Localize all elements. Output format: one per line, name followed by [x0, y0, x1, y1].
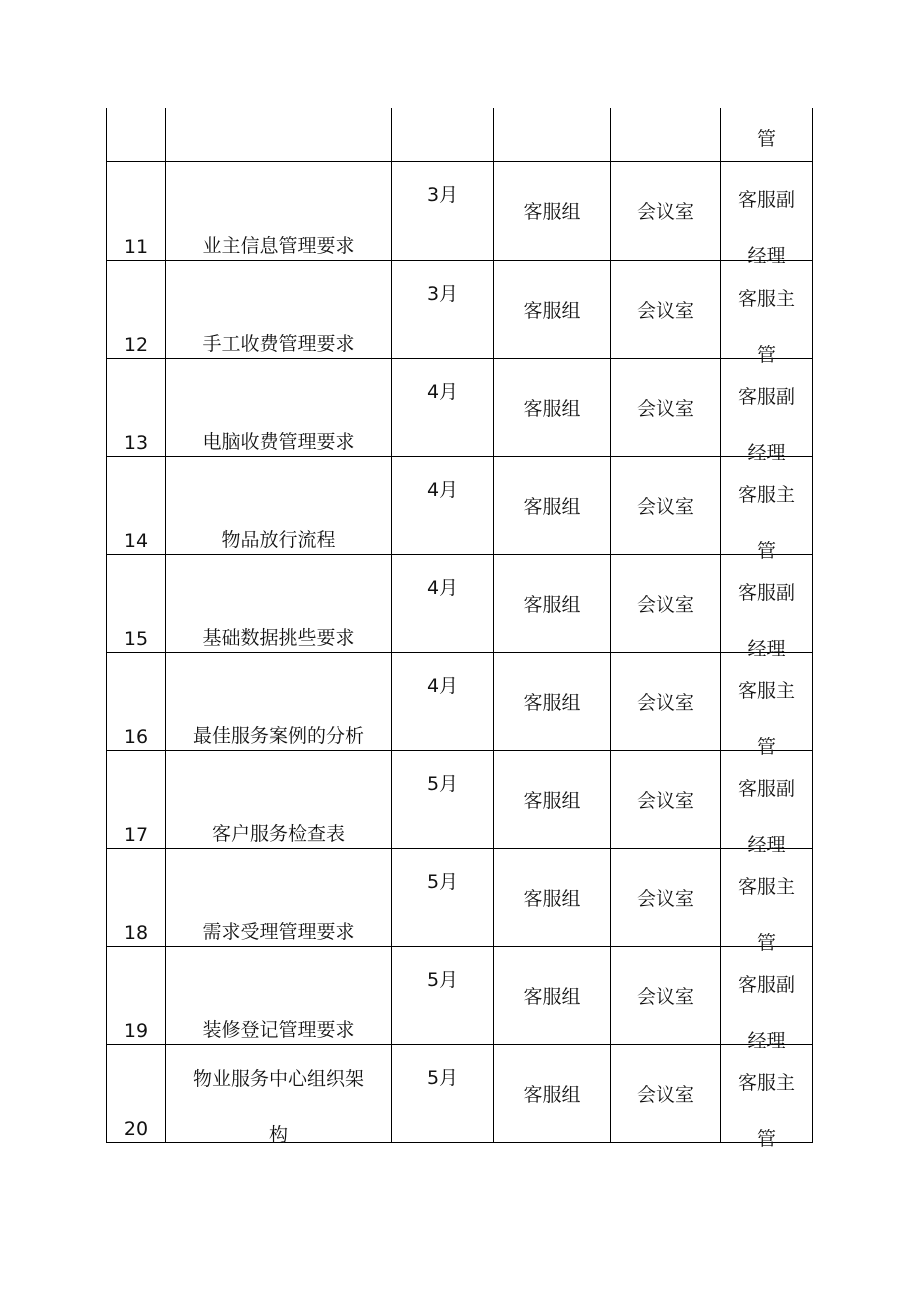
venue-text: 会议室 — [636, 397, 694, 420]
month-cell — [392, 848, 494, 946]
team-cell — [494, 848, 611, 946]
responsible-text: 客服副 经理 — [737, 188, 795, 267]
table-row — [107, 554, 813, 652]
responsible-text: 客服副 经理 — [737, 581, 795, 660]
row-number: 18 — [123, 921, 149, 944]
number-cell — [107, 1044, 166, 1142]
training-schedule-table — [106, 108, 813, 1150]
topic-cell — [166, 358, 392, 456]
venue-cell — [611, 750, 721, 848]
topic-cell — [166, 1044, 392, 1146]
venue-text: 会议室 — [636, 789, 694, 812]
venue-cell — [611, 554, 721, 652]
responsible-cell — [721, 260, 813, 366]
topic-text: 基础数据挑些要求 — [202, 626, 355, 649]
venue-cell — [611, 161, 721, 260]
topic-cell — [166, 750, 392, 848]
venue-text: 会议室 — [636, 593, 694, 616]
number-cell — [107, 750, 166, 848]
number-cell — [107, 260, 166, 358]
responsible-text: 客服副 经理 — [737, 385, 795, 464]
team-text: 客服组 — [523, 887, 581, 910]
venue-text: 会议室 — [636, 691, 694, 714]
topic-text: 手工收费管理要求 — [202, 332, 355, 355]
venue-cell — [611, 652, 721, 750]
responsible-text: 客服副 经理 — [737, 777, 795, 856]
team-text: 客服组 — [523, 201, 581, 223]
team-cell — [494, 456, 611, 554]
row-number: 16 — [123, 725, 149, 748]
table-row — [107, 652, 813, 750]
topic-text: 最佳服务案例的分析 — [192, 724, 364, 747]
responsible-cell — [721, 358, 813, 464]
venue-cell — [611, 848, 721, 946]
table-row — [107, 946, 813, 1044]
row-number: 20 — [123, 1117, 149, 1140]
topic-text: 物品放行流程 — [221, 528, 336, 551]
team-cell — [494, 1044, 611, 1142]
row-number: 13 — [123, 431, 149, 454]
row-number: 11 — [123, 235, 149, 258]
topic-cell — [166, 848, 392, 946]
topic-cell — [166, 108, 392, 161]
table-row — [107, 260, 813, 358]
month-text: 4月 — [426, 576, 459, 599]
topic-cell — [166, 652, 392, 750]
month-cell — [392, 1044, 494, 1142]
team-text: 客服组 — [523, 1083, 581, 1106]
month-cell — [392, 161, 494, 260]
team-cell — [494, 260, 611, 358]
month-text: 4月 — [426, 380, 459, 403]
month-text: 5月 — [426, 772, 459, 795]
number-cell — [107, 946, 166, 1044]
month-text: 3月 — [426, 183, 459, 206]
team-text: 客服组 — [523, 495, 581, 518]
team-cell — [494, 108, 611, 161]
table-row — [107, 456, 813, 554]
venue-cell — [611, 358, 721, 456]
team-cell — [494, 946, 611, 1044]
topic-text: 装修登记管理要求 — [202, 1018, 355, 1041]
responsible-cell — [721, 848, 813, 954]
month-text: 4月 — [426, 674, 459, 697]
month-text: 3月 — [426, 282, 459, 305]
row-number: 12 — [123, 333, 149, 356]
month-cell — [392, 554, 494, 652]
team-cell — [494, 161, 611, 260]
team-cell — [494, 750, 611, 848]
topic-cell — [166, 260, 392, 358]
responsible-text: 客服主 管 — [737, 483, 795, 562]
responsible-cell — [721, 554, 813, 660]
number-cell — [107, 456, 166, 554]
table-row — [107, 358, 813, 456]
row-number: 19 — [123, 1019, 149, 1042]
topic-text: 需求受理管理要求 — [202, 920, 355, 943]
topic-text: 客户服务检查表 — [211, 822, 345, 845]
topic-cell — [166, 456, 392, 554]
responsible-text: 客服副 经理 — [737, 973, 795, 1052]
month-cell — [392, 260, 494, 358]
month-cell — [392, 750, 494, 848]
month-text: 4月 — [426, 478, 459, 501]
responsible-text: 客服主 管 — [737, 679, 795, 758]
responsible-text: 客服主 管 — [737, 875, 795, 954]
venue-text: 会议室 — [636, 495, 694, 518]
venue-text: 会议室 — [636, 299, 694, 322]
team-text: 客服组 — [523, 789, 581, 812]
month-cell — [392, 358, 494, 456]
month-text: 5月 — [426, 968, 459, 991]
venue-cell — [611, 1044, 721, 1142]
month-text: 5月 — [426, 870, 459, 893]
topic-text: 电脑收费管理要求 — [202, 430, 355, 453]
responsible-cell — [721, 946, 813, 1052]
responsible-text: 客服主 管 — [737, 287, 795, 366]
team-text: 客服组 — [523, 299, 581, 322]
venue-text: 会议室 — [636, 201, 694, 223]
venue-cell — [611, 946, 721, 1044]
responsible-cell — [721, 750, 813, 856]
responsible-cell — [721, 161, 813, 267]
responsible-text: 管 — [756, 127, 776, 150]
team-cell — [494, 652, 611, 750]
table-row — [107, 161, 813, 260]
number-cell — [107, 652, 166, 750]
topic-text: 物业服务中心组织架 构 — [192, 1067, 364, 1146]
team-text: 客服组 — [523, 593, 581, 616]
row-number: 17 — [123, 823, 149, 846]
team-cell — [494, 358, 611, 456]
table-row — [107, 750, 813, 848]
topic-cell — [166, 161, 392, 260]
venue-cell — [611, 260, 721, 358]
team-text: 客服组 — [523, 985, 581, 1008]
number-cell — [107, 108, 166, 161]
month-cell — [392, 946, 494, 1044]
month-cell — [392, 456, 494, 554]
responsible-cell — [721, 456, 813, 562]
number-cell — [107, 358, 166, 456]
responsible-cell — [721, 652, 813, 758]
month-cell — [392, 108, 494, 161]
team-cell — [494, 554, 611, 652]
team-text: 客服组 — [523, 397, 581, 420]
venue-cell — [611, 108, 721, 161]
month-cell — [392, 652, 494, 750]
month-text: 5月 — [426, 1066, 459, 1089]
responsible-cell — [721, 108, 813, 161]
table-row — [107, 1044, 813, 1142]
partial-table-row — [107, 108, 813, 161]
number-cell — [107, 161, 166, 260]
responsible-cell — [721, 1044, 813, 1150]
row-number: 14 — [123, 529, 149, 552]
number-cell — [107, 848, 166, 946]
table-row — [107, 848, 813, 946]
number-cell — [107, 554, 166, 652]
topic-cell — [166, 554, 392, 652]
responsible-text: 客服主 管 — [737, 1071, 795, 1150]
team-text: 客服组 — [523, 691, 581, 714]
row-number: 15 — [123, 627, 149, 650]
venue-text: 会议室 — [636, 1083, 694, 1106]
topic-text: 业主信息管理要求 — [202, 234, 355, 257]
topic-cell — [166, 946, 392, 1044]
venue-text: 会议室 — [636, 887, 694, 910]
venue-cell — [611, 456, 721, 554]
venue-text: 会议室 — [636, 985, 694, 1008]
